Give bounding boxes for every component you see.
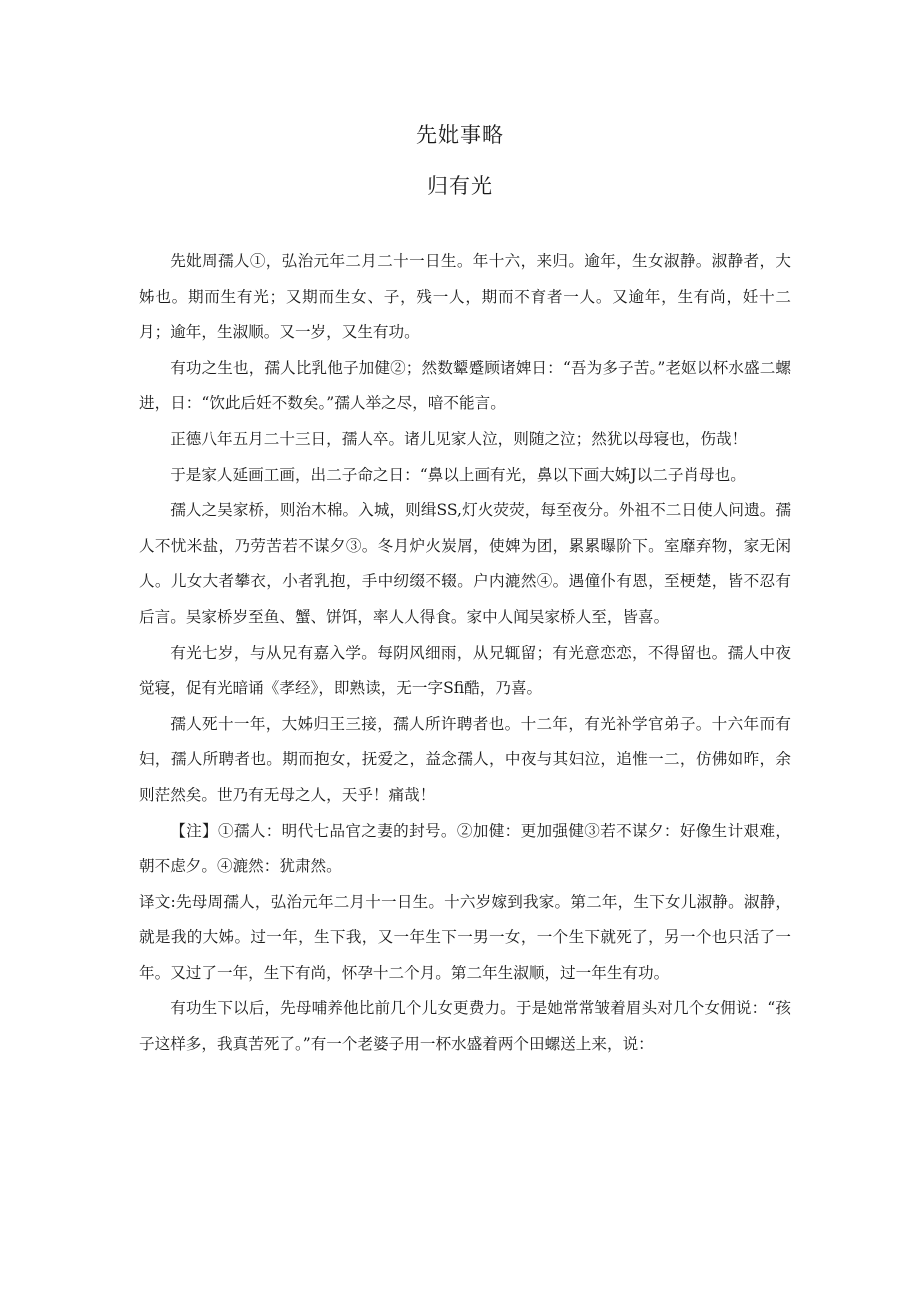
author-name: 归有光 xyxy=(427,174,493,198)
paragraph-1: 先妣周孺人①，弘治元年二月二十一日生。年十六，来归。逾年，生女淑静。淑静者，大姊也。期而生有光；又期而生女、子，残一人，期而不育者一人。又逾年，生有尚，妊十二月；逾年，生淑顺。又一岁，又生有功。 xyxy=(139,252,791,342)
paragraph-4: 于是家人延画工画，出二子命之日：“鼻以上画有光，鼻以下画大姊J以二子肖母也。 xyxy=(170,465,746,484)
paragraph-3: 正德八年五月二十三日，孺人卒。诸儿见家人泣，则随之泣；然犹以母寝也，伤哉！ xyxy=(170,429,748,448)
translation-paragraph-1: 译文:先母周孺人，弘治元年二月十一日生。十六岁嫁到我家。第二年，生下女儿淑静。淑静，就是我的大姊。过一年，生下我，又一年生下一男一女，一个生下就死了，另一个也只活了一年。又过了一年，生下有尚，怀孕十二个月。第二年生淑顺，过一年生有功。 xyxy=(139,892,791,982)
paragraph-6: 有光七岁，与从兄有嘉入学。每阴风细雨，从兄辄留；有光意恋恋，不得留也。孺人中夜觉寝，促有光暗诵《孝经》，即熟读，无一字Sfi酷，乃喜。 xyxy=(139,643,791,698)
paragraph-2: 有功之生也，孺人比乳他子加健②；然数颦蹙顾诸婢日：“吾为多子苦。”老妪以杯水盛二螺进，日：“饮此后妊不数矣。”孺人举之尽，喑不能言。 xyxy=(139,358,791,413)
translation-paragraph-2: 有功生下以后，先母哺养他比前几个儿女更费力。于是她常常皱着眉头对几个女佣说：“孩子这样多，我真苦死了。”有一个老婆子用一杯水盛着两个田螺送上来，说： xyxy=(139,999,791,1054)
paragraph-5: 孺人之吴家桥，则治木棉。入城，则缉SS,灯火荧荧，每至夜分。外祖不二日使人问遗。孺人不忧米盐，乃劳苦若不谋夕③。冬月炉火炭屑，使婢为团，累累曝阶下。室靡弃物，家无闲人。儿女大者攀衣，小者乳抱，手中纫缀不辍。户内漉然④。遇僮仆有恩，至梗楚，皆不忍有后言。吴家桥岁至鱼、蟹、饼饵，率人人得食。家中人闻吴家桥人至，皆喜。 xyxy=(139,501,791,626)
annotation-note: 【注】①孺人：明代七品官之妻的封号。②加健：更加强健③若不谋夕：好像生计艰难，朝不虑夕。④漉然：犹肃然。 xyxy=(139,821,791,876)
paragraph-7: 孺人死十一年，大姊归王三接，孺人所许聘者也。十二年，有光补学官弟子。十六年而有妇，孺人所聘者也。期而抱女，抚爱之，益念孺人，中夜与其妇泣，追惟一二，仿佛如昨，余则茫然矣。世乃有无母之人，天乎！痛哉！ xyxy=(139,714,791,804)
document-body xyxy=(139,244,791,1063)
page-title: 先妣事略 xyxy=(416,123,504,147)
